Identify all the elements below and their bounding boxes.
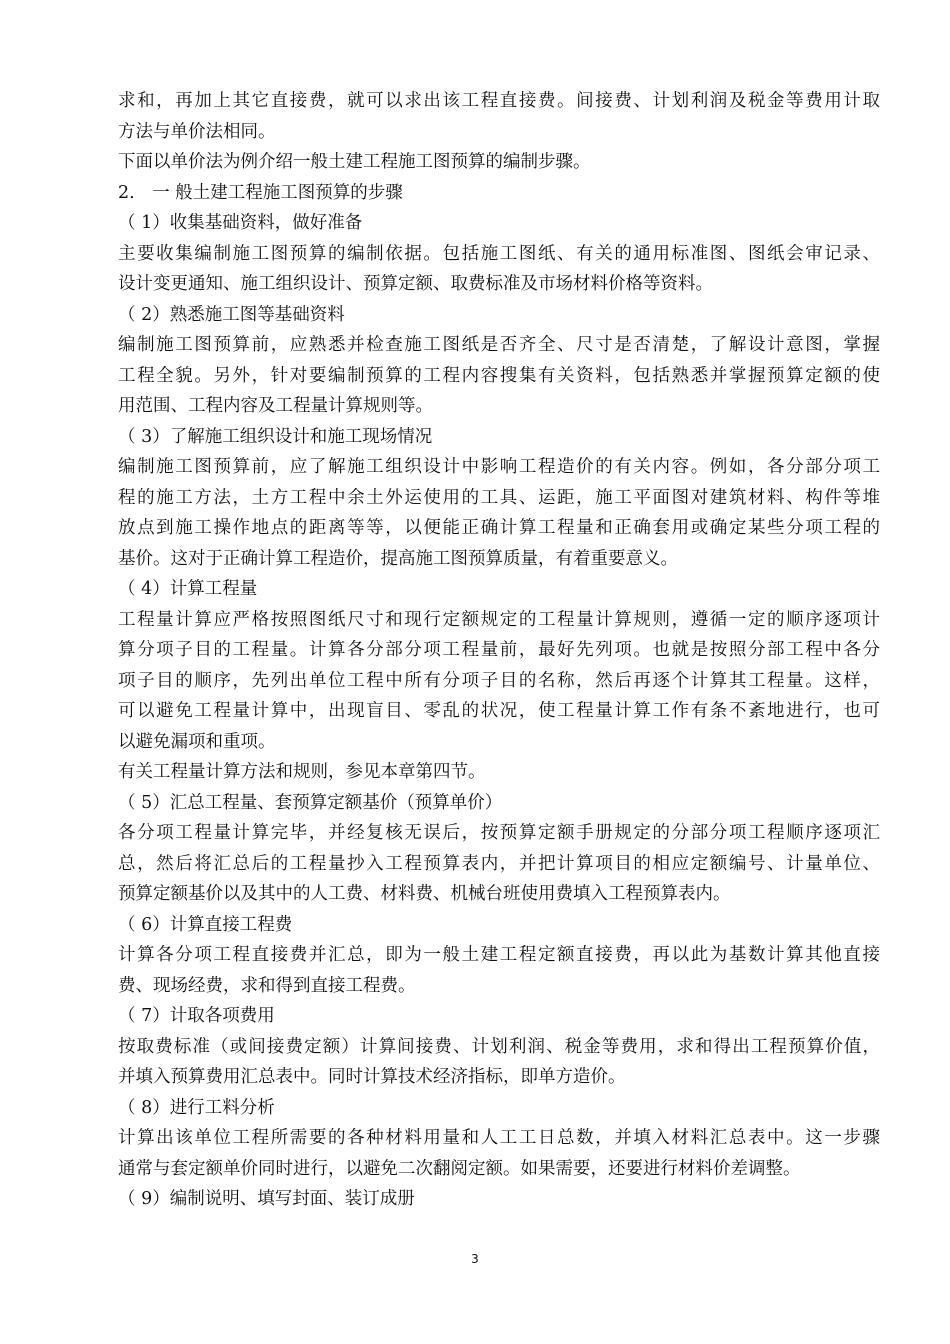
text-line: 设计变更通知、施工组织设计、预算定额、取费标准及市场材料价格等资料。 bbox=[118, 274, 713, 294]
text-line: 编制施工图预算前，应熟悉并检查施工图纸是否齐全、尺寸是否清楚，了解设计意图，掌握 bbox=[118, 335, 880, 355]
text-line: （ 5）汇总工程量、套预算定额基价（预算单价） bbox=[118, 792, 503, 813]
text-line: 下面以单价法为例介绍一般土建工程施工图预算的编制步骤。 bbox=[118, 152, 591, 172]
text-line: 项子目的顺序，先列出单位工程中所有分项子目的名称，然后再逐个计算其工程量。这样， bbox=[118, 670, 880, 691]
text-line: 计算出该单位工程所需要的各种材料用量和人工工日总数，并填入材料汇总表中。这一步骤 bbox=[118, 1128, 880, 1148]
page-number: 3 bbox=[471, 1252, 479, 1266]
text-line: 按取费标准（或间接费定额）计算间接费、计划利润、税金等费用，求和得出工程预算价值， bbox=[118, 1036, 880, 1057]
text-line: 并填入预算费用汇总表中。同时计算技术经济指标，即单方造价。 bbox=[118, 1067, 626, 1087]
text-line: 用范围、工程内容及工程量计算规则等。 bbox=[118, 396, 433, 416]
text-line: 总，然后将汇总后的工程量抄入工程预算表内，并把计算项目的相应定额编号、计量单位、 bbox=[118, 853, 880, 874]
text-line: 程的施工方法，土方工程中余土外运使用的工具、运距，施工平面图对建筑材料、构件等堆 bbox=[118, 487, 880, 508]
text-line: 2. 一 般土建工程施工图预算的步骤 bbox=[118, 182, 403, 203]
text-line: 主要收集编制施工图预算的编制依据。包括施工图纸、有关的通用标准图、图纸会审记录、 bbox=[118, 243, 880, 264]
text-line: （ 6）计算直接工程费 bbox=[118, 914, 293, 935]
text-line: 基价。这对于正确计算工程造价，提高施工图预算质量，有着重要意义。 bbox=[118, 548, 678, 569]
text-line: 通常与套定额单价同时进行，以避免二次翻阅定额。如果需要，还要进行材料价差调整。 bbox=[118, 1158, 801, 1179]
text-line: 有关工程量计算方法和规则，参见本章第四节。 bbox=[118, 762, 486, 782]
text-line: 求和，再加上其它直接费，就可以求出该工程直接费。间接费、计划利润及税金等费用计取 bbox=[118, 91, 880, 111]
text-line: （ 2）熟悉施工图等基础资料 bbox=[118, 304, 345, 325]
text-line: （ 3）了解施工组织设计和施工现场情况 bbox=[118, 426, 433, 447]
text-line: 编制施工图预算前，应了解施工组织设计中影响工程造价的有关内容。例如，各分部分项工 bbox=[118, 457, 880, 477]
text-line: 预算定额基价以及其中的人工费、材料费、机械台班使用费填入工程预算表内。 bbox=[118, 884, 731, 904]
text-line: （ 8）进行工料分析 bbox=[118, 1097, 275, 1118]
text-line: 各分项工程量计算完毕，并经复核无误后，按预算定额手册规定的分部分项工程顺序逐项汇 bbox=[118, 823, 880, 843]
text-line: 算分项子目的工程量。计算各分部分项工程量前，最好先列项。也就是按照分部工程中各分 bbox=[118, 640, 880, 660]
text-line: （ 1）收集基础资料，做好准备 bbox=[118, 213, 363, 233]
text-line: 工程全貌。另外，针对要编制预算的工程内容搜集有关资料，包括熟悉并掌握预算定额的使 bbox=[118, 365, 880, 386]
text-line: （ 4）计算工程量 bbox=[118, 579, 258, 599]
text-line: 以避免漏项和重项。 bbox=[118, 731, 276, 752]
text-line: （ 7）计取各项费用 bbox=[118, 1006, 275, 1026]
document-body bbox=[118, 86, 880, 1215]
text-line: 可以避免工程量计算中，出现盲目、零乱的状况，使工程量计算工作有条不紊地进行，也可 bbox=[118, 701, 880, 721]
text-line: 工程量计算应严格按照图纸尺寸和现行定额规定的工程量计算规则，遵循一定的顺序逐项计 bbox=[118, 609, 880, 630]
text-line: 费、现场经费，求和得到直接工程费。 bbox=[118, 975, 416, 996]
text-line: 方法与单价法相同。 bbox=[118, 121, 276, 142]
text-line: 放点到施工操作地点的距离等等，以便能正确计算工程量和正确套用或确定某些分项工程的 bbox=[118, 518, 880, 538]
text-line: （ 9）编制说明、填写封面、装订成册 bbox=[118, 1189, 415, 1209]
text-line: 计算各分项工程直接费并汇总，即为一般土建工程定额直接费，再以此为基数计算其他直接 bbox=[118, 945, 880, 965]
